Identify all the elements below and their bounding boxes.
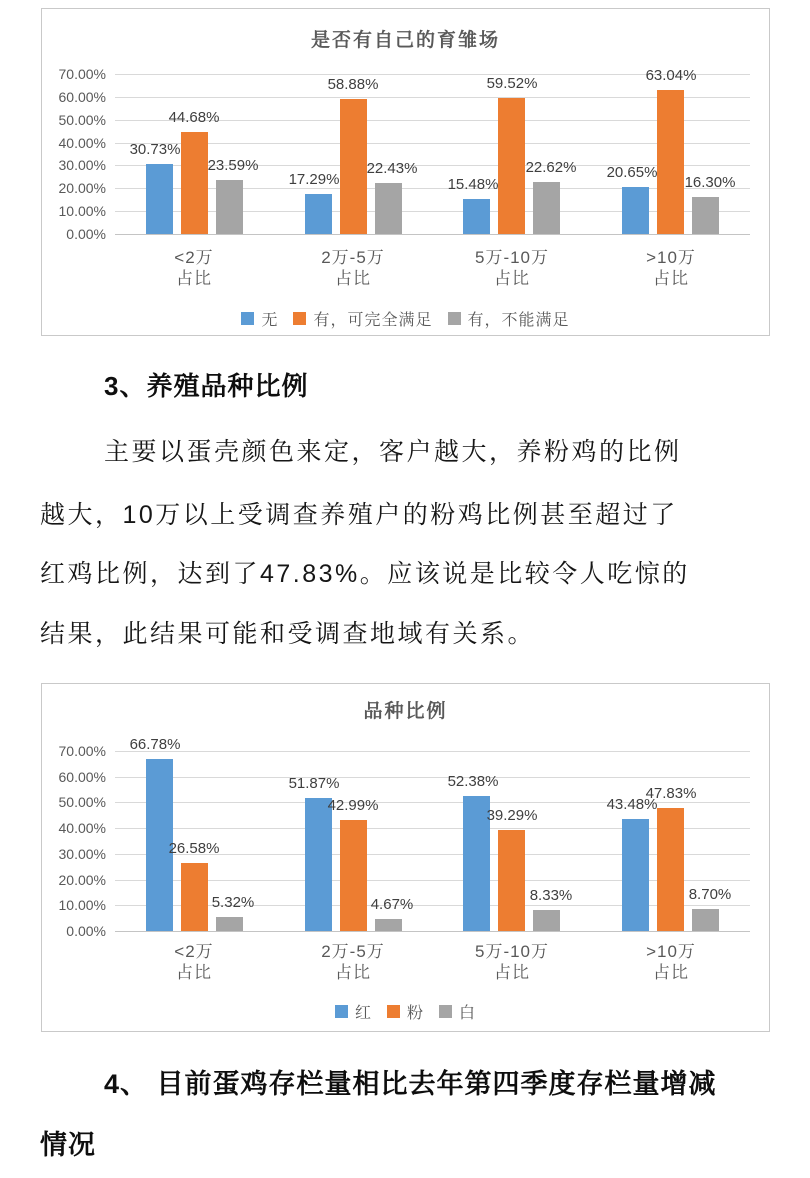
bar bbox=[216, 180, 243, 234]
legend-label: 有，不能满足 bbox=[467, 312, 570, 329]
bar bbox=[692, 909, 719, 931]
chart-brooding-farm bbox=[41, 8, 770, 336]
bar-value-label: 5.32% bbox=[211, 894, 255, 911]
x-category-line1: 5万-10万 bbox=[474, 942, 550, 961]
bar-value-label: 66.78% bbox=[129, 736, 181, 753]
bar bbox=[216, 917, 243, 931]
bar bbox=[146, 164, 173, 234]
legend-label: 无 bbox=[261, 312, 279, 329]
x-category-line2: 占比 bbox=[653, 269, 689, 288]
x-category-line1: >10万 bbox=[646, 248, 696, 267]
legend-item bbox=[335, 1000, 372, 1023]
x-category-line2: 占比 bbox=[494, 269, 530, 288]
bar bbox=[622, 819, 649, 931]
bar-value-label: 8.70% bbox=[688, 886, 732, 903]
bar-value-label: 22.62% bbox=[525, 159, 577, 176]
grid-line bbox=[115, 211, 750, 212]
chart-title: 是否有自己的育雏场 bbox=[310, 30, 500, 51]
bar bbox=[340, 820, 367, 931]
x-category-label bbox=[278, 941, 428, 983]
x-category-line2: 占比 bbox=[653, 963, 689, 982]
y-axis-tick-label: 60.00% bbox=[58, 89, 106, 105]
bar-value-label: 30.73% bbox=[129, 141, 181, 158]
bar-value-label: 16.30% bbox=[684, 174, 736, 191]
section-4-heading-line2: 情况 bbox=[40, 1130, 96, 1160]
grid-line bbox=[115, 777, 750, 778]
bar-value-label: 47.83% bbox=[645, 785, 697, 802]
x-category-label bbox=[437, 247, 587, 289]
x-category-line1: >10万 bbox=[646, 942, 696, 961]
x-category-label bbox=[596, 247, 746, 289]
y-axis-tick-label: 40.00% bbox=[58, 820, 106, 836]
grid-line bbox=[115, 828, 750, 829]
grid-line bbox=[115, 188, 750, 189]
bar-value-label: 8.33% bbox=[529, 887, 573, 904]
chart-breed-ratio bbox=[41, 683, 770, 1032]
legend-label: 有，可完全满足 bbox=[313, 312, 433, 329]
legend-item bbox=[293, 307, 432, 330]
legend-swatch bbox=[241, 312, 254, 325]
y-axis-tick-label: 50.00% bbox=[58, 112, 106, 128]
bar bbox=[463, 199, 490, 234]
y-axis-tick-label: 60.00% bbox=[58, 769, 106, 785]
bar-value-label: 39.29% bbox=[486, 807, 538, 824]
legend-swatch bbox=[335, 1005, 348, 1018]
bar bbox=[375, 919, 402, 931]
bar bbox=[533, 182, 560, 234]
y-axis-tick-label: 40.00% bbox=[58, 135, 106, 151]
x-category-line1: 2万-5万 bbox=[321, 248, 385, 267]
y-axis-tick-label: 20.00% bbox=[58, 180, 106, 196]
grid-line bbox=[115, 97, 750, 98]
legend-item bbox=[387, 1000, 424, 1023]
y-axis-tick-label: 0.00% bbox=[66, 923, 106, 939]
grid-line bbox=[115, 234, 750, 235]
x-category-line2: 占比 bbox=[335, 269, 371, 288]
legend-swatch bbox=[293, 312, 306, 325]
x-category-line2: 占比 bbox=[176, 963, 212, 982]
legend-item bbox=[241, 307, 278, 330]
legend-label: 红 bbox=[354, 1005, 372, 1022]
x-category-label bbox=[119, 941, 269, 983]
bar bbox=[498, 830, 525, 931]
bar-value-label: 58.88% bbox=[327, 76, 379, 93]
legend-swatch bbox=[448, 312, 461, 325]
x-category-line2: 占比 bbox=[335, 963, 371, 982]
x-category-line1: 5万-10万 bbox=[474, 248, 550, 267]
bar bbox=[305, 798, 332, 931]
legend-swatch bbox=[439, 1005, 452, 1018]
bar-value-label: 59.52% bbox=[486, 75, 538, 92]
grid-line bbox=[115, 880, 750, 881]
y-axis-tick-label: 20.00% bbox=[58, 872, 106, 888]
bar-value-label: 43.48% bbox=[606, 796, 658, 813]
y-axis-tick-label: 30.00% bbox=[58, 846, 106, 862]
bar bbox=[622, 187, 649, 234]
grid-line bbox=[115, 931, 750, 932]
bar-value-label: 26.58% bbox=[168, 840, 220, 857]
y-axis-tick-label: 0.00% bbox=[66, 226, 106, 242]
bar-value-label: 51.87% bbox=[288, 775, 340, 792]
x-category-line2: 占比 bbox=[176, 269, 212, 288]
bar-value-label: 42.99% bbox=[327, 797, 379, 814]
section-3-heading: 3、养殖品种比例 bbox=[104, 371, 309, 401]
y-axis-tick-label: 10.00% bbox=[58, 897, 106, 913]
paragraph-line: 红鸡比例，达到了47.83%。应该说是比较令人吃惊的 bbox=[40, 560, 690, 588]
grid-line bbox=[115, 143, 750, 144]
y-axis-tick-label: 30.00% bbox=[58, 157, 106, 173]
x-category-label bbox=[278, 247, 428, 289]
bar-value-label: 63.04% bbox=[645, 67, 697, 84]
bar-value-label: 52.38% bbox=[447, 773, 499, 790]
x-category-line1: 2万-5万 bbox=[321, 942, 385, 961]
legend-label: 白 bbox=[459, 1005, 477, 1022]
bar-value-label: 44.68% bbox=[168, 109, 220, 126]
section-4-heading-line1: 4、 目前蛋鸡存栏量相比去年第四季度存栏量增减 bbox=[104, 1069, 717, 1099]
x-category-line2: 占比 bbox=[494, 963, 530, 982]
legend-item bbox=[448, 307, 570, 330]
x-category-line1: <2万 bbox=[174, 248, 214, 267]
bar-value-label: 22.43% bbox=[366, 160, 418, 177]
bar bbox=[533, 910, 560, 931]
grid-line bbox=[115, 751, 750, 752]
y-axis-tick-label: 50.00% bbox=[58, 794, 106, 810]
bar-value-label: 17.29% bbox=[288, 171, 340, 188]
y-axis-tick-label: 70.00% bbox=[58, 66, 106, 82]
legend-swatch bbox=[387, 1005, 400, 1018]
chart-title: 品种比例 bbox=[363, 701, 448, 722]
legend-item bbox=[439, 1000, 476, 1023]
paragraph-line: 结果，此结果可能和受调查地域有关系。 bbox=[40, 620, 536, 648]
paragraph-line: 越大，10万以上受调查养殖户的粉鸡比例甚至超过了 bbox=[40, 501, 678, 529]
bar bbox=[375, 183, 402, 234]
x-category-label bbox=[119, 247, 269, 289]
x-category-label bbox=[596, 941, 746, 983]
bar-value-label: 4.67% bbox=[370, 896, 414, 913]
bar-value-label: 23.59% bbox=[207, 157, 259, 174]
paragraph-line: 主要以蛋壳颜色来定，客户越大，养粉鸡的比例 bbox=[104, 438, 682, 466]
bar bbox=[692, 197, 719, 234]
y-axis-tick-label: 70.00% bbox=[58, 743, 106, 759]
legend-label: 粉 bbox=[406, 1005, 424, 1022]
x-category-label bbox=[437, 941, 587, 983]
chart-legend bbox=[42, 1000, 769, 1023]
y-axis-tick-label: 10.00% bbox=[58, 203, 106, 219]
bar bbox=[181, 132, 208, 234]
bar-value-label: 15.48% bbox=[447, 176, 499, 193]
x-category-line1: <2万 bbox=[174, 942, 214, 961]
chart-legend bbox=[42, 307, 769, 330]
bar bbox=[305, 194, 332, 234]
bar bbox=[657, 90, 684, 234]
bar-value-label: 20.65% bbox=[606, 164, 658, 181]
bar bbox=[657, 808, 684, 931]
